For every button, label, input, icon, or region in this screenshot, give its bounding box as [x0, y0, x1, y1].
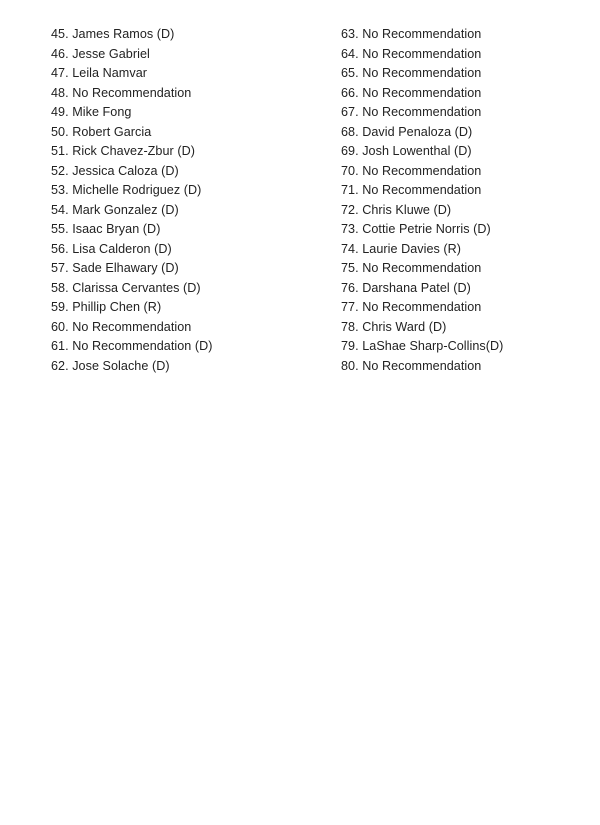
- list-item: 69. Josh Lowenthal (D): [341, 144, 472, 158]
- list-item: 76. Darshana Patel (D): [341, 280, 471, 295]
- list-item: 77. No Recommendation: [341, 300, 482, 314]
- list-item: 66. No Recommendation: [341, 85, 482, 100]
- list-item: 52. Jessica Caloza (D): [51, 163, 179, 178]
- list-item: 79. LaShae Sharp-Collins(D): [341, 339, 504, 353]
- list-item: 78. Chris Ward (D): [341, 319, 447, 334]
- list-item: 49. Mike Fong: [51, 105, 132, 119]
- list-item: 80. No Recommendation: [341, 358, 482, 373]
- right-column-list: [341, 25, 503, 376]
- list-item: 64. No Recommendation: [341, 46, 482, 61]
- list-item: 60. No Recommendation: [51, 319, 192, 334]
- list-item: 62. Jose Solache (D): [51, 358, 170, 373]
- list-item: 61. No Recommendation (D): [51, 339, 213, 353]
- list-item: 71. No Recommendation: [341, 183, 482, 197]
- list-item: 53. Michelle Rodriguez (D): [51, 183, 202, 197]
- list-item: 48. No Recommendation: [51, 85, 192, 100]
- list-item: 58. Clarissa Cervantes (D): [51, 280, 201, 295]
- list-item: 68. David Penaloza (D): [341, 124, 473, 139]
- list-item: 51. Rick Chavez-Zbur (D): [51, 144, 195, 158]
- list-item: 57. Sade Elhawary (D): [51, 261, 179, 275]
- list-item: 47. Leila Namvar: [51, 66, 147, 80]
- list-item: 75. No Recommendation: [341, 261, 482, 275]
- list-item: 73. Cottie Petrie Norris (D): [341, 222, 491, 236]
- list-item: 70. No Recommendation: [341, 163, 482, 178]
- list-item: 63. No Recommendation: [341, 27, 482, 41]
- list-item: 74. Laurie Davies (R): [341, 241, 462, 256]
- list-item: 56. Lisa Calderon (D): [51, 241, 172, 256]
- list-item: 67. No Recommendation: [341, 105, 482, 119]
- list-item: 46. Jesse Gabriel: [51, 46, 150, 61]
- list-item: 59. Phillip Chen (R): [51, 300, 162, 314]
- list-item: 55. Isaac Bryan (D): [51, 222, 161, 236]
- list-item: 45. James Ramos (D): [51, 27, 175, 41]
- list-item: 72. Chris Kluwe (D): [341, 202, 452, 217]
- list-item: 65. No Recommendation: [341, 66, 482, 80]
- list-item: 54. Mark Gonzalez (D): [51, 202, 179, 217]
- left-column-list: [51, 25, 213, 376]
- list-item: 50. Robert Garcia: [51, 124, 152, 139]
